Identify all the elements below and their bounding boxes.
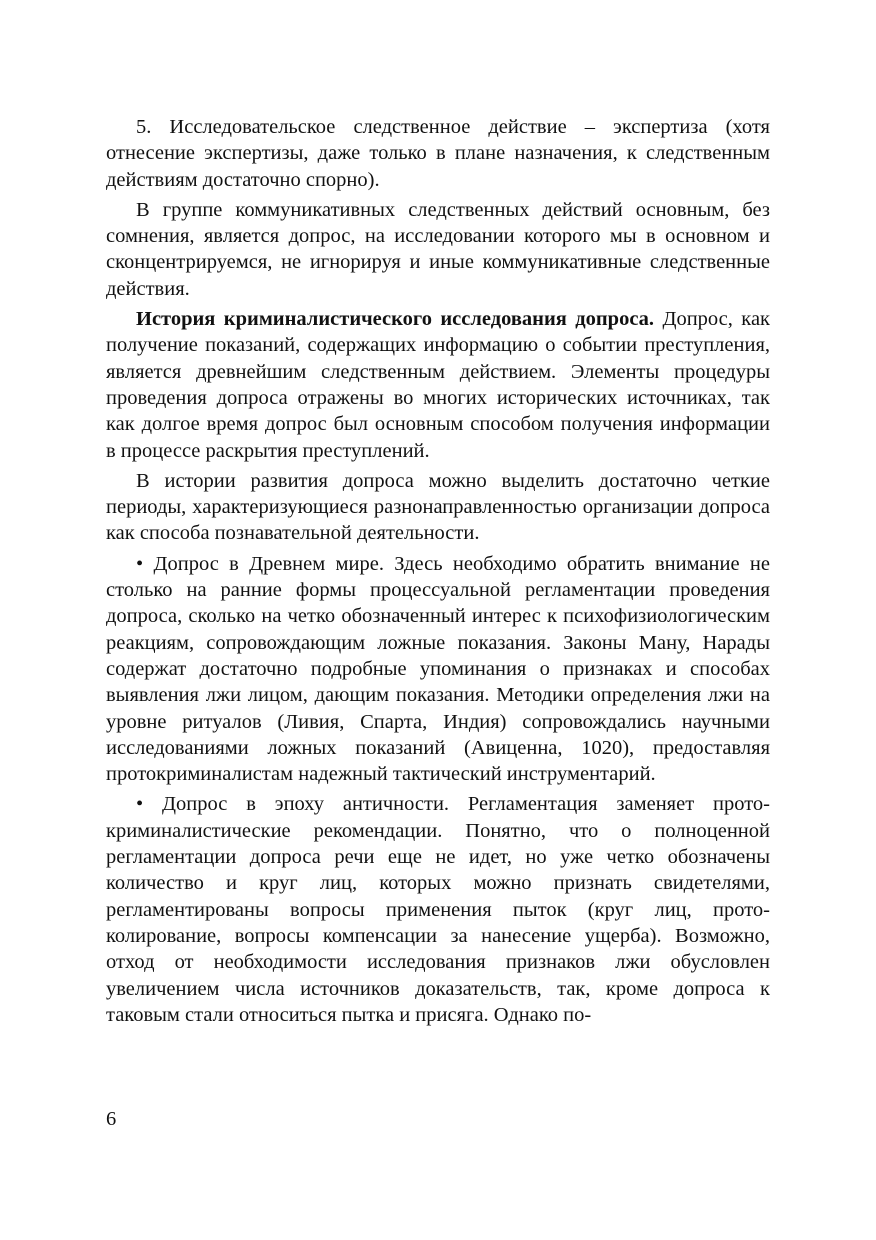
page-body [106,114,770,1032]
paragraph-6-text: • Допрос в эпоху античности. Регламентация заменяет протокриминалистические рекомендации. Понятно, что о полноценной регламентации допроса речи еще не идет, но уже четко обозначены количество и круг лиц, которых можно признать свидетелями, регламентированы вопросы применения пыток (круг лиц, протоколирование, вопросы компенсации за нанесение ущерба). Возможно, отход от необходимости исследования признаков лжи обусловлен увеличением числа источников доказательств, так, кроме допроса к таковым стали относиться пытка и присяга. Однако по- [106,793,770,1026]
page-number: 6 [106,1108,117,1130]
paragraph-4-text: В истории развития допроса можно выделить достаточно четкие периоды, характеризующиеся разнонаправленностью организации допроса как способа познавательной деятельности. [106,469,770,545]
paragraph-2-text: В группе коммуникативных следственных действий основным, без сомнения, является допрос, на исследовании которого мы в основном и сконцентрируемся, не игнорируя и иные коммуникативные следственные действия. [106,198,770,300]
paragraph-1-text: 5. Исследовательское следственное действие – экспертиза (хотя отнесение экспертизы, даже только в плане назначения, к следственным действиям достаточно спорно). [106,116,770,191]
paragraph-2 [106,197,770,302]
paragraph-3 [106,306,770,464]
bullet-ancient-world [106,551,770,788]
section-heading: История криминалистического исследования допроса. [136,308,655,331]
paragraph-1 [106,114,770,193]
paragraph-5-text: • Допрос в Древнем мире. Здесь необходимо обратить внимание не столько на ранние формы процессуальной регламентации проведения допроса, сколько на четко обозначенный интерес к психофизиологическим реакциям, сопровождающим ложные показания. Законы Ману, Нарады содержат достаточно подробные упоминания о признаках и способах выявления лжи лицом, дающим показания. Методики определения лжи на уровне ритуалов (Ливия, Спарта, Индия) сопровождались научными исследованиями ложных показаний (Авиценна, 1020), предоставляя протокриминалистам надежный тактический инструментарий. [106,552,770,786]
paragraph-3-text: Допрос, как получение показаний, содержащих информацию о событии преступления, является древнейшим следственным действием. Элементы процедуры проведения допроса отражены во многих исторических источниках, так как долгое время допрос был основным способом получения информации в процессе раскрытия преступлений. [106,308,770,462]
bullet-antiquity [106,791,770,1028]
paragraph-4 [106,468,770,547]
